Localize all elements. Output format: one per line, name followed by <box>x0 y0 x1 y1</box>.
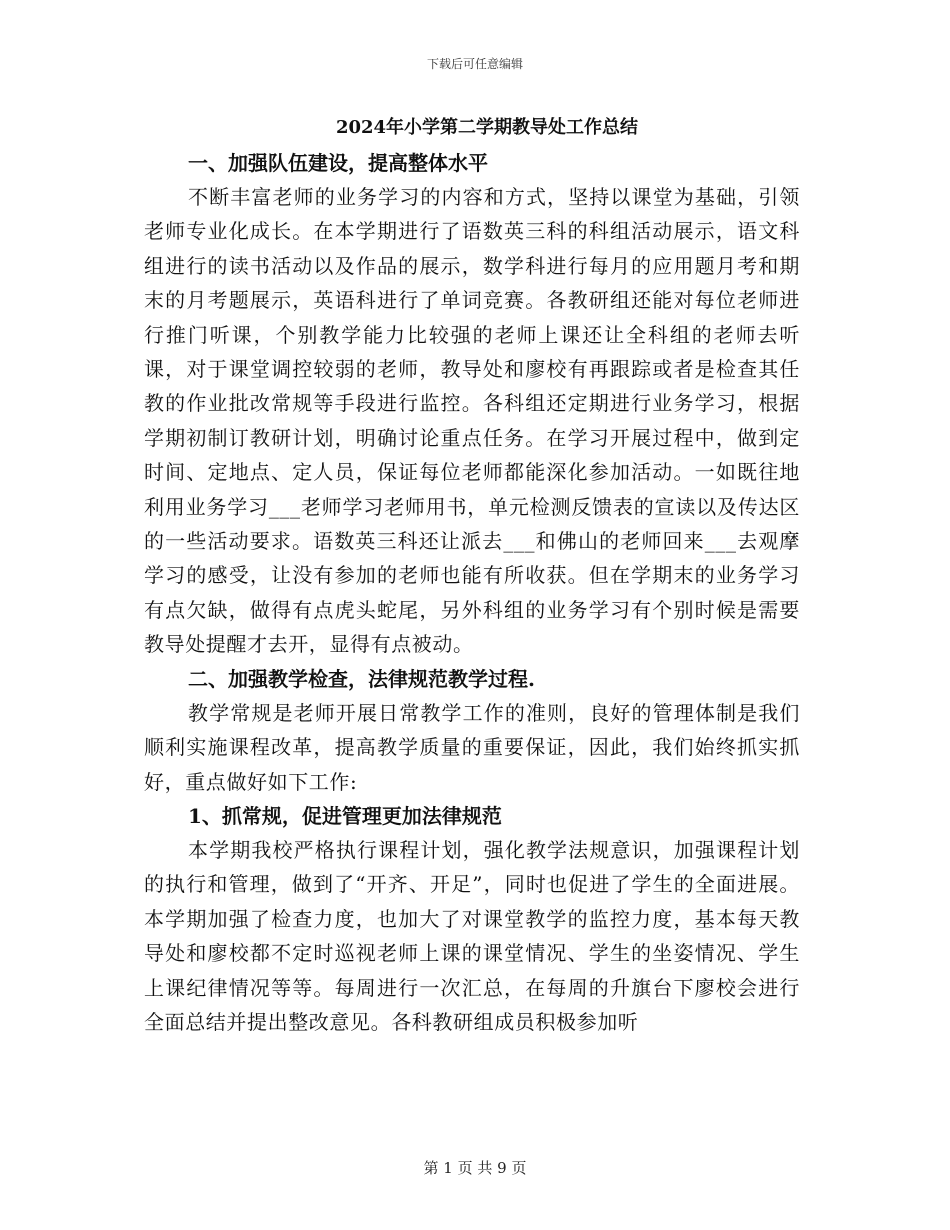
subsection-1-paragraph: 本学期我校严格执行课程计划，强化教学法规意识，加强课程计划的执行和管理，做到了“开齐、开足”，同时也促进了学生的全面进展。本学期加强了检查力度，也加大了对课堂教学的监控力度，基本每天教导处和廖校都不定时巡视老师上课的课堂情况、学生的坐姿情况、学生上课纪律情况等等。每周进行一次汇总，在每周的升旗台下廖校会进行全面总结并提出整改意见。各科教研组成员积极参加听 <box>144 837 800 1034</box>
page-header-note: 下载后可任意编辑 <box>426 57 523 71</box>
subsection-1-heading: 1、抓常规，促进管理更加法律规范 <box>188 803 502 828</box>
section-1-paragraph: 不断丰富老师的业务学习的内容和方式，坚持以课堂为基础，引领老师专业化成长。在本学期进行了语数英三科的科组活动展示，语文科组进行的读书活动以及作品的展示，数学科进行每月的应用题月考和期末的月考题展示，英语科进行了单词竞赛。各教研组还能对每位老师进行推门听课，个别教学能力比较强的老师上课还让全科组的老师去听课，对于课堂调控较弱的老师，教导处和廖校有再跟踪或者是检查其任教的作业批改常规等手段进行监控。各科组还定期进行业务学习，根据学期初制订教研计划，明确讨论重点任务。在学习开展过程中，做到定时间、定地点、定人员，保证每位老师都能深化参加活动。一如既往地利用业务学习___老师学习老师用书，单元检测反馈表的宣读以及传达区的一些活动要求。语数英三科还让派去___和佛山的老师回来___去观摩学习的感受，让没有参加的老师也能有所收获。但在学期末的业务学习有点欠缺，做得有点虎头蛇尾，另外科组的业务学习有个别时候是需要教导处提醒才去开，显得有点被动。 <box>144 185 800 657</box>
document-body <box>144 110 800 1039</box>
section-1-heading: 一、加强队伍建设，提高整体水平 <box>188 151 488 175</box>
section-2-heading: 二、加强教学检查，法律规范教学过程. <box>188 666 535 691</box>
page-number-footer: 第 1 页 共 9 页 <box>423 1159 527 1177</box>
section-2-paragraph: 教学常规是老师开展日常教学工作的准则，良好的管理体制是我们顺利实施课程改革，提高教学质量的重要保证，因此，我们始终抓实抓好，重点做好如下工作: <box>144 700 800 794</box>
document-title: 2024年小学第二学期教导处工作总结 <box>335 117 639 138</box>
